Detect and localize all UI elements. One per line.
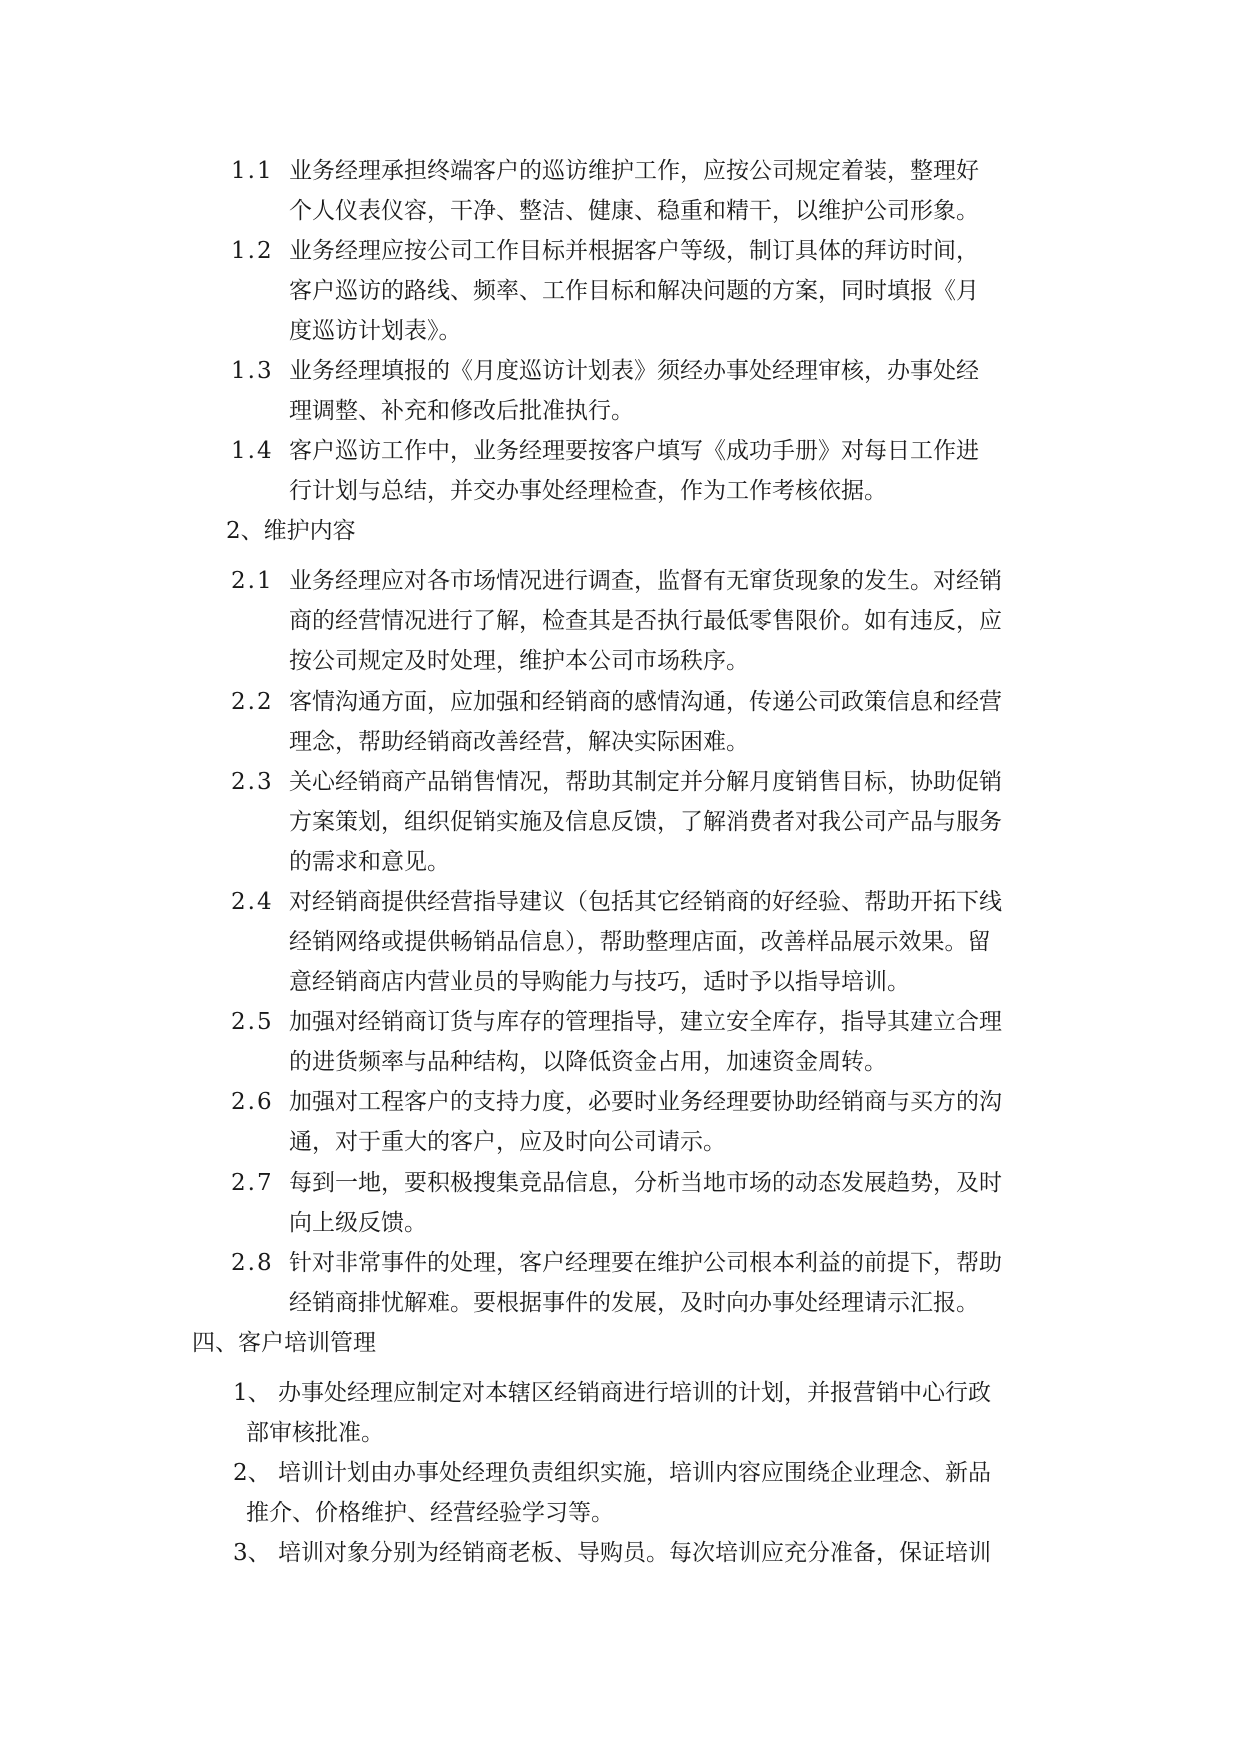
item-text-line: 业务经理填报的《月度巡访计划表》须经办事处经理审核，办事处经 (289, 358, 979, 384)
item-text-line: 加强对工程客户的支持力度，必要时业务经理要协助经销商与买方的沟 (289, 1089, 1002, 1115)
item-text-line: 的进货频率与品种结构，以降低资金占用，加速资金周转。 (289, 1049, 887, 1075)
item-text-line: 经销商排忧解难。要根据事件的发展，及时向办事处经理请示汇报。 (289, 1290, 979, 1316)
item-text-line: 经销网络或提供畅销品信息），帮助整理店面，改善样品展示效果。留 (289, 929, 991, 955)
item-text-line: 客户巡访的路线、频率、工作目标和解决问题的方案，同时填报《月 (289, 278, 979, 304)
item-number: 1.1 (231, 158, 274, 184)
item-number: 2.3 (231, 769, 274, 795)
item-text-line: 培训计划由办事处经理负责组织实施，培训内容应围绕企业理念、新品 (278, 1460, 991, 1486)
item-text-line: 行计划与总结，并交办事处经理检查，作为工作考核依据。 (289, 478, 887, 504)
item-number: 3、 (233, 1540, 271, 1566)
item-text-line: 度巡访计划表》。 (289, 318, 462, 344)
item-text-line: 理调整、补充和修改后批准执行。 (289, 398, 634, 424)
item-number: 2、 (233, 1460, 271, 1486)
item-number: 1.3 (231, 358, 274, 384)
item-text-line: 按公司规定及时处理，维护本公司市场秩序。 (289, 648, 749, 674)
item-number: 2.7 (231, 1170, 274, 1196)
item-text-line: 培训对象分别为经销商老板、导购员。每次培训应充分准备，保证培训 (278, 1540, 991, 1566)
item-text-line: 意经销商店内营业员的导购能力与技巧，适时予以指导培训。 (289, 969, 910, 995)
item-text-line: 通，对于重大的客户，应及时向公司请示。 (289, 1129, 726, 1155)
item-number: 2.8 (231, 1250, 274, 1276)
item-number: 2.6 (231, 1089, 274, 1115)
item-number: 1.4 (231, 438, 274, 464)
item-text-line: 业务经理应对各市场情况进行调查，监督有无窜货现象的发生。对经销 (289, 568, 1002, 594)
item-text-line: 关心经销商产品销售情况，帮助其制定并分解月度销售目标，协助促销 (289, 769, 1002, 795)
item-text-line: 每到一地，要积极搜集竞品信息，分析当地市场的动态发展趋势，及时 (289, 1170, 1002, 1196)
item-number: 2.2 (231, 689, 274, 715)
item-text-line: 方案策划，组织促销实施及信息反馈，了解消费者对我公司产品与服务 (289, 809, 1002, 835)
item-text-line: 业务经理承担终端客户的巡访维护工作，应按公司规定着装，整理好 (289, 158, 979, 184)
item-text-line: 针对非常事件的处理，客户经理要在维护公司根本利益的前提下，帮助 (289, 1250, 1002, 1276)
item-text-line: 的需求和意见。 (289, 849, 450, 875)
item-text-line: 加强对经销商订货与库存的管理指导，建立安全库存，指导其建立合理 (289, 1009, 1002, 1035)
item-number: 1、 (233, 1380, 271, 1406)
item-number: 2.1 (231, 568, 274, 594)
item-text-line: 办事处经理应制定对本辖区经销商进行培训的计划，并报营销中心行政 (278, 1380, 991, 1406)
item-number: 2.5 (231, 1009, 274, 1035)
item-text-line: 对经销商提供经营指导建议（包括其它经销商的好经验、帮助开拓下线 (289, 889, 1002, 915)
item-text-line: 部审核批准。 (246, 1420, 384, 1446)
item-text-line: 个人仪表仪容，干净、整洁、健康、稳重和精干，以维护公司形象。 (289, 198, 979, 224)
item-text-line: 向上级反馈。 (289, 1210, 427, 1236)
item-text-line: 业务经理应按公司工作目标并根据客户等级，制订具体的拜访时间， (289, 238, 979, 264)
item-number: 1.2 (231, 238, 274, 264)
section-heading-text: 四、客户培训管理 (192, 1330, 376, 1356)
section-heading-text: 2、维护内容 (226, 518, 356, 544)
item-text-line: 推介、价格维护、经营经验学习等。 (246, 1500, 614, 1526)
item-text-line: 客户巡访工作中，业务经理要按客户填写《成功手册》对每日工作进 (289, 438, 979, 464)
item-number: 2.4 (231, 889, 274, 915)
item-text-line: 理念，帮助经销商改善经营，解决实际困难。 (289, 729, 749, 755)
item-text-line: 客情沟通方面，应加强和经销商的感情沟通，传递公司政策信息和经营 (289, 689, 1002, 715)
item-text-line: 商的经营情况进行了解，检查其是否执行最低零售限价。如有违反，应 (289, 608, 1002, 634)
